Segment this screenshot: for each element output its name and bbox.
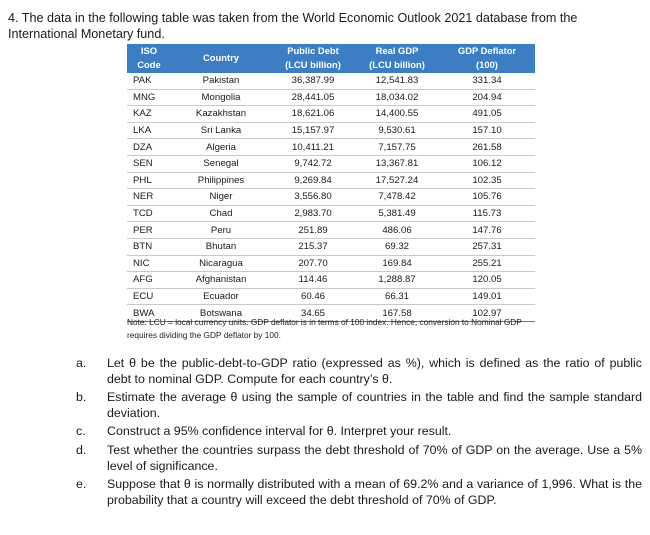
table-row [127, 255, 535, 272]
cell-gdp-deflator: 147.76 [439, 222, 535, 239]
cell-real-gdp: 169.84 [355, 255, 439, 272]
cell-gdp-deflator: 102.97 [439, 305, 535, 322]
cell-real-gdp: 486.06 [355, 222, 439, 239]
header-iso-code [127, 44, 171, 73]
cell-gdp-deflator: 149.01 [439, 288, 535, 305]
cell-real-gdp: 7,478.42 [355, 189, 439, 206]
cell-public-debt: 9,269.84 [271, 172, 355, 189]
header-gdp-deflator [439, 44, 535, 73]
cell-country: Kazakhstan [171, 106, 271, 123]
header-iso-line2: Code [137, 59, 161, 70]
table-header [127, 44, 535, 73]
cell-real-gdp: 17,527.24 [355, 172, 439, 189]
cell-public-debt: 251.89 [271, 222, 355, 239]
cell-iso: PAK [127, 73, 171, 90]
question-item [76, 443, 642, 474]
header-country: Country [171, 44, 271, 73]
header-iso-line1: ISO [140, 45, 158, 56]
cell-iso: ECU [127, 288, 171, 305]
cell-country: Sri Lanka [171, 122, 271, 139]
question-label: e. [76, 477, 87, 492]
cell-country: Niger [171, 189, 271, 206]
cell-iso: BTN [127, 238, 171, 255]
table-row [127, 73, 535, 90]
cell-gdp-deflator: 257.31 [439, 238, 535, 255]
question-list [76, 356, 642, 511]
question-text: Estimate the average θ using the sample of countries in the table and find the sample standard deviation. [107, 390, 642, 420]
header-debt-line1: Public Debt [287, 45, 339, 56]
cell-iso: LKA [127, 122, 171, 139]
cell-iso: BWA [127, 305, 171, 322]
question-label: d. [76, 442, 87, 457]
imf-data-table [127, 44, 535, 322]
cell-public-debt: 2,983.70 [271, 205, 355, 222]
table-row [127, 222, 535, 239]
question-item [76, 477, 642, 508]
cell-public-debt: 207.70 [271, 255, 355, 272]
header-debt-line2: (LCU billion) [285, 59, 341, 70]
cell-real-gdp: 14,400.55 [355, 106, 439, 123]
table-row [127, 106, 535, 123]
table-row [127, 272, 535, 289]
cell-public-debt: 215.37 [271, 238, 355, 255]
cell-iso: PER [127, 222, 171, 239]
cell-real-gdp: 18,034.02 [355, 89, 439, 106]
cell-real-gdp: 7,157.75 [355, 139, 439, 156]
cell-public-debt: 15,157.97 [271, 122, 355, 139]
cell-iso: MNG [127, 89, 171, 106]
header-gdp-line1: Real GDP [375, 45, 419, 56]
table-row [127, 155, 535, 172]
cell-gdp-deflator: 491.05 [439, 106, 535, 123]
question-text: Test whether the countries surpass the debt threshold of 70% of GDP on the average. Use a 5% level of significance. [107, 442, 642, 473]
cell-country: Peru [171, 222, 271, 239]
header-gdp-line2: (LCU billion) [369, 59, 425, 70]
header-deflator-line1: GDP Deflator [457, 45, 517, 56]
cell-gdp-deflator: 261.58 [439, 139, 535, 156]
cell-country: Ecuador [171, 288, 271, 305]
cell-public-debt: 36,387.99 [271, 73, 355, 90]
cell-public-debt: 60.46 [271, 288, 355, 305]
table-row [127, 238, 535, 255]
cell-real-gdp: 167.58 [355, 305, 439, 322]
cell-country: Botswana [171, 305, 271, 322]
cell-gdp-deflator: 105.76 [439, 189, 535, 206]
cell-iso: KAZ [127, 106, 171, 123]
cell-gdp-deflator: 204.94 [439, 89, 535, 106]
cell-country: Pakistan [171, 73, 271, 90]
cell-country: Afghanistan [171, 272, 271, 289]
table-row [127, 172, 535, 189]
question-item [76, 424, 642, 440]
cell-gdp-deflator: 120.05 [439, 272, 535, 289]
cell-real-gdp: 66.31 [355, 288, 439, 305]
question-text: Suppose that θ is normally distributed with a mean of 69.2% and a variance of 1,996. What is the probability that a country will exceed the debt threshold of 70% of GDP. [107, 477, 642, 507]
table-note: Note: LCU = local currency units. GDP deflator is in terms of 100 index. Hence, conversion to Nominal GDP requires dividing the GDP deflator by 100. [127, 317, 522, 340]
cell-real-gdp: 9,530.61 [355, 122, 439, 139]
cell-country: Bhutan [171, 238, 271, 255]
table-row [127, 122, 535, 139]
table-row [127, 139, 535, 156]
cell-real-gdp: 12,541.83 [355, 73, 439, 90]
cell-country: Algeria [171, 139, 271, 156]
header-deflator-line2: (100) [476, 59, 498, 70]
cell-real-gdp: 13,367.81 [355, 155, 439, 172]
header-public-debt [271, 44, 355, 73]
cell-iso: PHL [127, 172, 171, 189]
cell-real-gdp: 5,381.49 [355, 205, 439, 222]
cell-real-gdp: 69.32 [355, 238, 439, 255]
table-row [127, 189, 535, 206]
question-item [76, 390, 642, 421]
cell-gdp-deflator: 255.21 [439, 255, 535, 272]
cell-country: Nicaragua [171, 255, 271, 272]
cell-country: Senegal [171, 155, 271, 172]
cell-public-debt: 34.65 [271, 305, 355, 322]
cell-iso: TCD [127, 205, 171, 222]
cell-gdp-deflator: 106.12 [439, 155, 535, 172]
cell-public-debt: 10,411.21 [271, 139, 355, 156]
question-item [76, 356, 642, 387]
table-body [127, 73, 535, 322]
cell-real-gdp: 1,288.87 [355, 272, 439, 289]
cell-country: Philippines [171, 172, 271, 189]
cell-gdp-deflator: 157.10 [439, 122, 535, 139]
question-text: Let θ be the public-debt-to-GDP ratio (expressed as %), which is defined as the ratio of public debt to nominal GDP. Compute for each country’s θ. [107, 356, 642, 386]
cell-country: Chad [171, 205, 271, 222]
header-real-gdp [355, 44, 439, 73]
table-row [127, 89, 535, 106]
cell-public-debt: 28,441.05 [271, 89, 355, 106]
cell-public-debt: 18,621.06 [271, 106, 355, 123]
cell-public-debt: 114.46 [271, 272, 355, 289]
cell-iso: NER [127, 189, 171, 206]
cell-iso: AFG [127, 272, 171, 289]
question-label: b. [76, 390, 87, 405]
cell-public-debt: 9,742.72 [271, 155, 355, 172]
table-row [127, 288, 535, 305]
problem-intro: 4. The data in the following table was taken from the World Economic Outlook 2021 database from the International Monetary fund. [8, 11, 578, 41]
cell-country: Mongolia [171, 89, 271, 106]
cell-public-debt: 3,556.80 [271, 189, 355, 206]
question-text: Construct a 95% confidence interval for θ. Interpret your result. [107, 424, 452, 439]
table-row [127, 205, 535, 222]
cell-iso: DZA [127, 139, 171, 156]
cell-gdp-deflator: 115.73 [439, 205, 535, 222]
cell-gdp-deflator: 331.34 [439, 73, 535, 90]
cell-gdp-deflator: 102.35 [439, 172, 535, 189]
question-label: a. [76, 356, 87, 370]
cell-iso: SEN [127, 155, 171, 172]
question-label: c. [76, 424, 86, 439]
cell-iso: NIC [127, 255, 171, 272]
